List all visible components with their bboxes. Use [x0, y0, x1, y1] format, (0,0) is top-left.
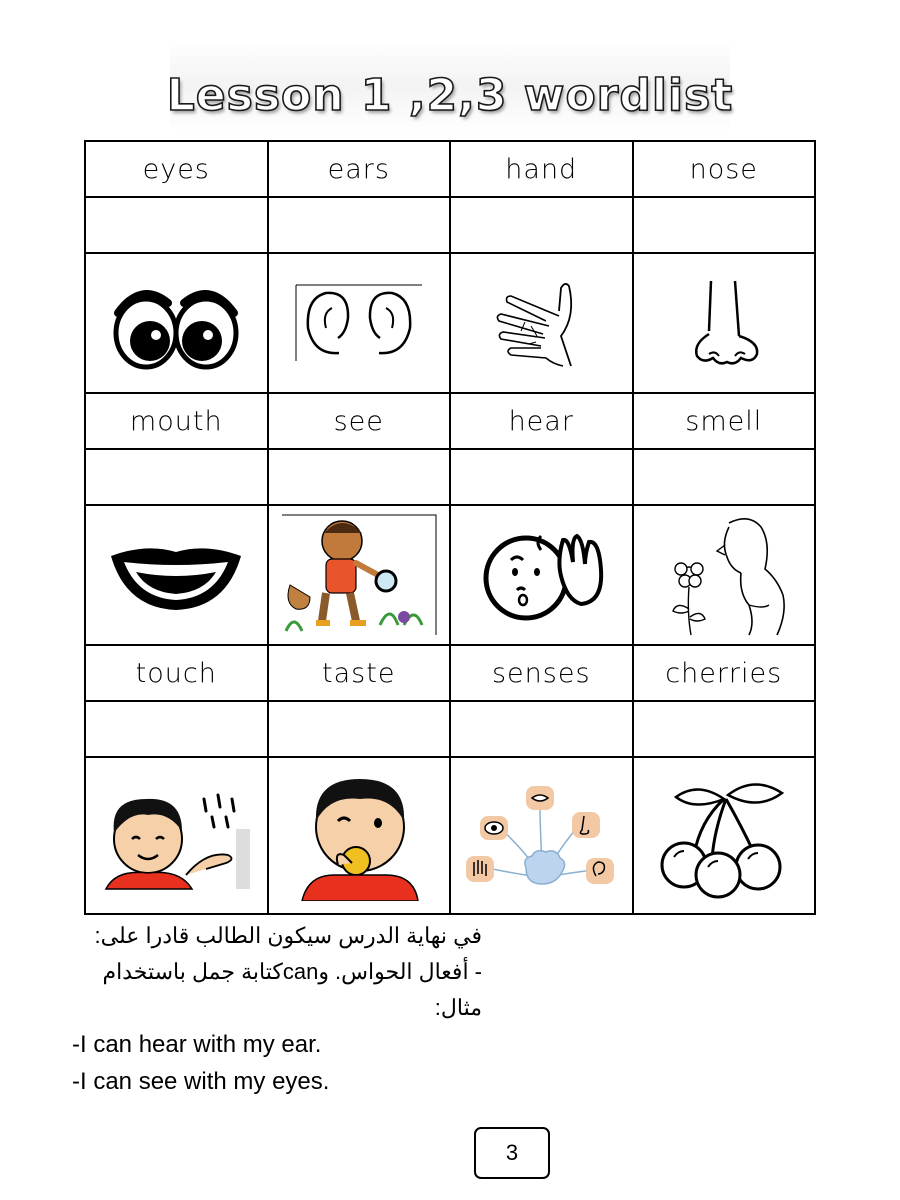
objective-line: - أفعال الحواس. وcanكتابة جمل باستخدام	[102, 959, 482, 984]
boy-with-magnifier-illustration	[280, 513, 438, 637]
picture-cell	[85, 757, 268, 914]
word-cell: senses	[450, 645, 633, 701]
word-cell: eyes	[85, 141, 268, 197]
blank-cell[interactable]	[450, 197, 633, 253]
girl-smelling-flower-illustration	[659, 513, 789, 638]
listening-face-illustration	[471, 520, 611, 630]
blank-cell[interactable]	[85, 701, 268, 757]
wordlist-table	[84, 140, 816, 915]
word-cell: hand	[450, 141, 633, 197]
eyes-illustration	[106, 273, 246, 373]
picture-row	[85, 253, 815, 393]
page-title: Lesson 1 ,2,3 wordlist	[166, 70, 734, 121]
picture-cell	[450, 757, 633, 914]
picture-cell	[450, 505, 633, 645]
picture-cell	[268, 757, 451, 914]
blank-row	[85, 197, 815, 253]
example-label: مثال:	[434, 995, 482, 1020]
picture-cell	[268, 505, 451, 645]
blank-cell[interactable]	[268, 701, 451, 757]
mouth-illustration	[106, 538, 246, 613]
blank-row	[85, 701, 815, 757]
word-row	[85, 393, 815, 449]
word-cell: smell	[633, 393, 816, 449]
word-cell: nose	[633, 141, 816, 197]
blank-cell[interactable]	[85, 197, 268, 253]
picture-cell	[450, 253, 633, 393]
blank-row	[85, 449, 815, 505]
blank-cell[interactable]	[268, 197, 451, 253]
picture-row	[85, 757, 815, 914]
picture-cell	[268, 253, 451, 393]
blank-cell[interactable]	[633, 701, 816, 757]
cherries-illustration	[654, 771, 794, 901]
word-cell: taste	[268, 645, 451, 701]
word-cell: mouth	[85, 393, 268, 449]
objective-intro: في نهاية الدرس سيكون الطالب قادرا على:	[94, 923, 482, 948]
blank-cell[interactable]	[450, 449, 633, 505]
blank-cell[interactable]	[633, 449, 816, 505]
picture-cell	[633, 757, 816, 914]
word-cell: see	[268, 393, 451, 449]
word-cell: cherries	[633, 645, 816, 701]
blank-cell[interactable]	[633, 197, 816, 253]
word-cell: touch	[85, 645, 268, 701]
blank-cell[interactable]	[450, 701, 633, 757]
blank-cell[interactable]	[268, 449, 451, 505]
example-sentence: -I can see with my eyes.	[72, 1068, 330, 1095]
word-cell: hear	[450, 393, 633, 449]
picture-row	[85, 505, 815, 645]
example-sentence: -I can hear with my ear.	[72, 1031, 322, 1058]
word-row	[85, 645, 815, 701]
blank-cell[interactable]	[85, 449, 268, 505]
boy-tasting-illustration	[294, 771, 424, 901]
ears-illustration	[294, 283, 424, 363]
page-number: 3	[474, 1127, 550, 1179]
notes-section	[72, 918, 492, 1100]
picture-cell	[633, 253, 816, 393]
nose-illustration	[679, 276, 769, 371]
boy-touching-water-illustration	[96, 781, 256, 891]
five-senses-illustration	[456, 776, 626, 896]
hand-illustration	[491, 276, 591, 371]
picture-cell	[633, 505, 816, 645]
picture-cell	[85, 505, 268, 645]
word-cell: ears	[268, 141, 451, 197]
picture-cell	[85, 253, 268, 393]
word-row	[85, 141, 815, 197]
